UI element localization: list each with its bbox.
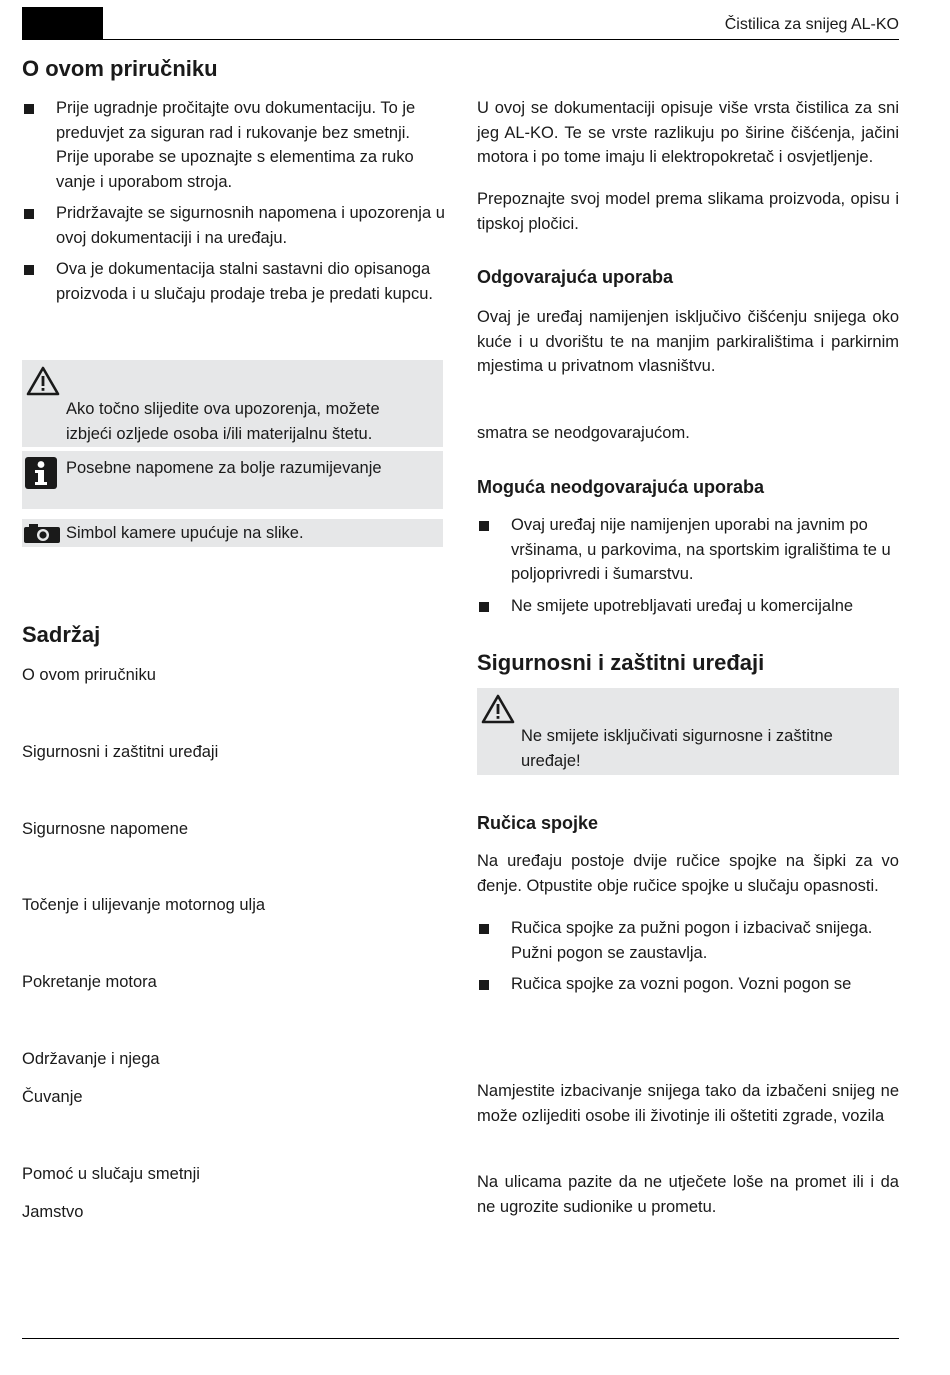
intro-paragraph-2: Prepoznajte svoj model prema slikama proizvoda, opisu i tipskoj pločici. (477, 190, 899, 233)
toc-item-maintenance: Održavanje i njega (22, 1050, 160, 1068)
heading-misuse: Moguća neodgovarajuća uporaba (477, 477, 765, 497)
safety-warning-box (477, 688, 899, 775)
list-item: Ručica spojke za pužni pogon i izbacivač snijega. Pužni pogon se zaustavlja. (477, 916, 899, 965)
bullet-square-icon (479, 924, 489, 934)
bullet-square-icon (479, 980, 489, 990)
list-item: Ne smijete upotrebljavati uređaj u komercijalne (477, 594, 899, 619)
warning-triangle-icon (481, 694, 515, 724)
header-rule (22, 39, 899, 40)
warning-box (22, 360, 443, 447)
about-bullet-list (22, 96, 447, 313)
info-box (22, 451, 443, 509)
heading-contents: Sadržaj (22, 622, 101, 647)
bullet-square-icon (24, 265, 34, 275)
intended-use-text: Ovaj je uređaj namijenjen isključivo čišćenju snijega oko kuće i u dvorištu te na manjim parkiralištima i parkirnim mjestima u privatnom vlasništvu. (477, 308, 899, 375)
heading-safety-devices: Sigurnosni i zaštitni uređaji (477, 650, 765, 675)
warning-triangle-icon (26, 366, 60, 396)
info-text: Posebne napomene za bolje razumijevanje (66, 459, 382, 477)
toc-item-troubleshooting: Pomoć u slučaju smetnji (22, 1165, 200, 1183)
clutch-text: Na uređaju postoje dvije ručice spojke na šipki za vo đenje. Otpustite obje ručice spojke u slučaju opasnosti. (477, 852, 899, 895)
heading-clutch-lever: Ručica spojke (477, 813, 599, 833)
list-item: Prije ugradnje pročitajte ovu dokumentaciju. To je preduvjet za siguran rad i rukovanje bez smetnji. Prije uporabe se upoznajte s elementima za ruko vanje i uporabom stroja. (22, 96, 447, 194)
header-title: Čistilica za snijeg AL-KO (724, 16, 899, 33)
toc-item-oil: Točenje i ulijevanje motornog ulja (22, 896, 266, 914)
bullet-square-icon (479, 521, 489, 531)
eject-text: Namjestite izbacivanje snijega tako da izbačeni snijeg ne može ozlijediti osobe ili životinje ili oštetiti zgrade, vozila (477, 1082, 899, 1125)
heading-about-manual: O ovom priručniku (22, 56, 218, 81)
list-item: Ovaj uređaj nije namijenjen uporabi na javnim po vršinama, u parkovima, na sportskim igralištima te u poljoprivredi i šumarstvu. (477, 513, 899, 587)
toc-item-storage: Čuvanje (22, 1088, 83, 1106)
toc-item-start-engine: Pokretanje motora (22, 973, 157, 991)
bullet-square-icon (24, 209, 34, 219)
footer-rule (22, 1338, 899, 1339)
intended-use-text-2: smatra se neodgovarajućom. (477, 424, 690, 442)
list-item: Ova je dokumentacija stalni sastavni dio opisanoga proizvoda i u slučaju prodaje treba je predati kupcu. (22, 257, 447, 306)
header-black-block (22, 7, 103, 39)
toc-item-about: O ovom priručniku (22, 666, 156, 684)
street-text: Na ulicama pazite da ne utječete loše na promet ili i da ne ugrozite sudionike u prometu. (477, 1173, 899, 1216)
intro-paragraph-1: U ovoj se dokumentaciji opisuje više vrsta čistilica za sni jeg AL-KO. Te se vrste razlikuju po širine čišćenja, jačini motora i po tome imaju li elektropokretač i osvjetljenje. (477, 99, 899, 166)
safety-warning-text: Ne smijete isključivati sigurnosne i zaštitne uređaje! (521, 727, 833, 770)
warning-text: Ako točno slijedite ova upozorenja, možete izbjeći ozljede osoba i/ili materijalnu štetu. (66, 400, 380, 443)
list-item: Ručica spojke za vozni pogon. Vozni pogon se (477, 972, 899, 997)
misuse-bullet-list (477, 513, 899, 625)
toc-item-safety-devices: Sigurnosni i zaštitni uređaji (22, 743, 219, 761)
bullet-square-icon (24, 104, 34, 114)
toc-item-safety-notes: Sigurnosne napomene (22, 820, 189, 838)
info-icon (25, 457, 57, 489)
camera-box (22, 519, 443, 547)
bullet-square-icon (479, 602, 489, 612)
heading-intended-use: Odgovarajuća uporaba (477, 267, 674, 287)
clutch-bullet-list (477, 916, 899, 1004)
camera-icon (24, 524, 60, 543)
camera-text: Simbol kamere upućuje na slike. (66, 524, 304, 542)
toc-item-warranty: Jamstvo (22, 1203, 84, 1221)
list-item: Pridržavajte se sigurnosnih napomena i upozorenja u ovoj dokumentaciji i na uređaju. (22, 201, 447, 250)
